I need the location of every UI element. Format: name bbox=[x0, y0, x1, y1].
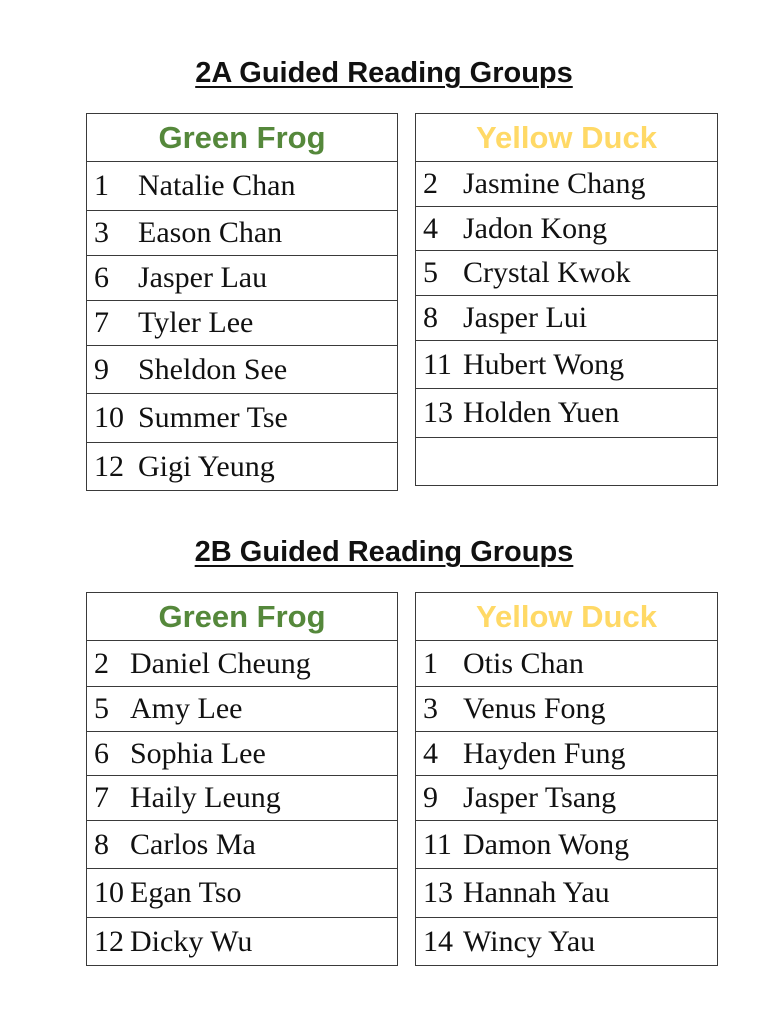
group-header: Yellow Duck bbox=[416, 593, 718, 641]
section-2b-title: 2B Guided Reading Groups bbox=[194, 536, 574, 568]
student-name: Gigi Yeung bbox=[138, 449, 275, 483]
student-cell bbox=[87, 443, 398, 491]
student-number: 5 bbox=[94, 692, 109, 725]
group-table-2a-yellow-duck bbox=[415, 113, 718, 486]
student-number: 10 bbox=[94, 401, 124, 434]
student-number: 13 bbox=[423, 876, 453, 909]
student-row bbox=[416, 438, 718, 486]
student-number: 1 bbox=[94, 169, 109, 202]
student-number: 2 bbox=[94, 646, 109, 680]
student-row bbox=[87, 162, 398, 211]
group-header: Yellow Duck bbox=[416, 114, 718, 162]
student-row bbox=[416, 776, 718, 821]
student-number: 9 bbox=[94, 352, 109, 386]
student-number: 3 bbox=[423, 692, 438, 725]
student-cell bbox=[87, 641, 398, 687]
student-name: Jasper Lau bbox=[138, 261, 268, 294]
student-row bbox=[87, 346, 398, 394]
student-cell bbox=[416, 162, 718, 207]
student-cell bbox=[416, 776, 718, 821]
student-name: Hubert Wong bbox=[463, 347, 625, 381]
student-cell bbox=[416, 438, 718, 486]
student-name: Egan Tso bbox=[130, 876, 242, 909]
student-row bbox=[87, 687, 398, 732]
student-name: Dicky Wu bbox=[130, 924, 253, 958]
student-row bbox=[416, 251, 718, 296]
student-name: Wincy Yau bbox=[463, 924, 596, 958]
student-name: Jadon Kong bbox=[463, 211, 608, 245]
student-cell bbox=[416, 687, 718, 732]
student-row bbox=[87, 641, 398, 687]
student-number: 14 bbox=[423, 924, 453, 958]
student-number: 13 bbox=[423, 396, 453, 429]
student-number: 5 bbox=[423, 256, 438, 289]
student-cell bbox=[416, 918, 718, 966]
student-cell bbox=[87, 869, 398, 918]
student-cell bbox=[87, 821, 398, 869]
student-name: Venus Fong bbox=[463, 692, 606, 725]
student-name: Eason Chan bbox=[138, 216, 283, 249]
student-name: Carlos Ma bbox=[130, 827, 256, 861]
student-name: Jasper Tsang bbox=[463, 781, 617, 814]
student-name: Jasmine Chang bbox=[463, 167, 646, 200]
student-cell bbox=[87, 732, 398, 776]
student-number: 9 bbox=[423, 781, 438, 814]
student-cell bbox=[416, 732, 718, 776]
student-cell bbox=[416, 641, 718, 687]
student-row bbox=[416, 641, 718, 687]
student-number: 6 bbox=[94, 261, 109, 294]
student-number: 7 bbox=[94, 781, 109, 814]
student-row bbox=[87, 301, 398, 346]
group-table-2a-green-frog bbox=[86, 113, 398, 491]
student-name: Tyler Lee bbox=[138, 306, 254, 339]
student-row bbox=[416, 207, 718, 251]
group-table-2b-green-frog bbox=[86, 592, 398, 966]
student-number: 1 bbox=[423, 646, 438, 680]
section-2a-title: 2A Guided Reading Groups bbox=[195, 57, 573, 89]
student-cell bbox=[416, 341, 718, 389]
student-row bbox=[416, 296, 718, 341]
student-number: 11 bbox=[423, 347, 452, 381]
student-name: Jasper Lui bbox=[463, 301, 588, 334]
student-row bbox=[416, 821, 718, 869]
student-number: 4 bbox=[423, 736, 438, 770]
group-table-2b-yellow-duck bbox=[415, 592, 718, 966]
student-number: 12 bbox=[94, 449, 124, 483]
student-cell bbox=[87, 687, 398, 732]
student-row bbox=[87, 821, 398, 869]
student-name: Sophia Lee bbox=[130, 736, 266, 770]
group-header: Green Frog bbox=[87, 114, 398, 162]
student-row bbox=[416, 389, 718, 438]
student-number: 8 bbox=[423, 301, 438, 334]
student-cell bbox=[416, 389, 718, 438]
student-row bbox=[416, 732, 718, 776]
student-row bbox=[87, 918, 398, 966]
student-number: 10 bbox=[94, 876, 124, 909]
student-name: Sheldon See bbox=[138, 352, 288, 386]
student-name: Damon Wong bbox=[463, 827, 630, 861]
student-number: 7 bbox=[94, 306, 109, 339]
student-cell bbox=[416, 207, 718, 251]
student-number: 3 bbox=[94, 216, 109, 249]
student-row bbox=[416, 162, 718, 207]
student-row bbox=[87, 211, 398, 256]
student-row bbox=[416, 918, 718, 966]
student-name: Amy Lee bbox=[130, 692, 243, 725]
student-row bbox=[87, 256, 398, 301]
student-name: Summer Tse bbox=[138, 401, 288, 434]
student-name: Haily Leung bbox=[130, 781, 281, 814]
student-row bbox=[87, 776, 398, 821]
student-name: Holden Yuen bbox=[463, 396, 620, 429]
student-cell bbox=[87, 346, 398, 394]
student-cell bbox=[416, 296, 718, 341]
student-cell bbox=[87, 211, 398, 256]
student-number: 6 bbox=[94, 736, 109, 770]
student-name: Hannah Yau bbox=[463, 876, 610, 909]
student-row bbox=[87, 732, 398, 776]
student-name: Crystal Kwok bbox=[463, 256, 631, 289]
student-cell bbox=[87, 256, 398, 301]
student-cell bbox=[87, 776, 398, 821]
student-number: 8 bbox=[94, 827, 109, 861]
student-name: Hayden Fung bbox=[463, 736, 626, 770]
student-cell bbox=[87, 918, 398, 966]
student-row bbox=[87, 869, 398, 918]
student-cell bbox=[87, 162, 398, 211]
student-row bbox=[87, 443, 398, 491]
student-name: Otis Chan bbox=[463, 646, 584, 680]
student-cell bbox=[416, 251, 718, 296]
student-cell bbox=[87, 301, 398, 346]
group-header: Green Frog bbox=[87, 593, 398, 641]
student-row bbox=[416, 341, 718, 389]
student-number: 2 bbox=[423, 167, 438, 200]
student-number: 4 bbox=[423, 211, 438, 245]
student-row bbox=[416, 687, 718, 732]
student-cell bbox=[87, 394, 398, 443]
student-row bbox=[416, 869, 718, 918]
student-row bbox=[87, 394, 398, 443]
student-cell bbox=[416, 869, 718, 918]
student-number: 11 bbox=[423, 827, 452, 861]
student-name: Natalie Chan bbox=[138, 169, 296, 202]
student-cell bbox=[416, 821, 718, 869]
student-name: Daniel Cheung bbox=[130, 646, 311, 680]
student-number: 12 bbox=[94, 924, 124, 958]
